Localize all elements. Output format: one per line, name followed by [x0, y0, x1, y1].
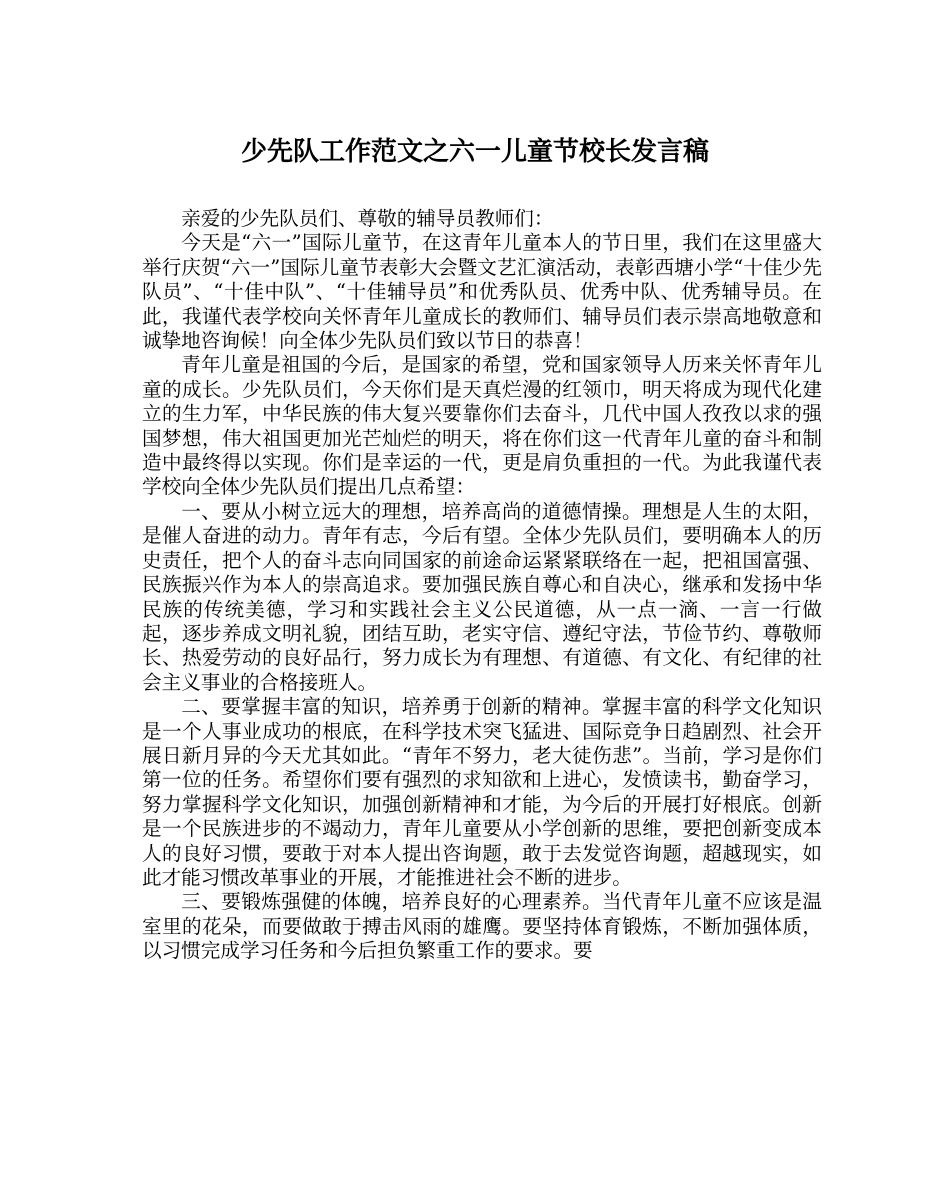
paragraph-point-one: 一、要从小树立远大的理想，培养高尚的道德情操。理想是人生的太阳，是催人奋进的动力。青年有志，今后有望。全体少先队员们，要明确本人的历史责任，把个人的奋斗志向同国家的前途命运紧紧联络在一起，把祖国富强、民族振兴作为本人的崇高追求。要加强民族自尊心和自决心，继承和发扬中华民族的传统美德，学习和实践社会主义公民道德，从一点一滴、一言一行做起，逐步养成文明礼貌，团结互助，老实守信、遵纪守法，节俭节约、尊敬师长、热爱劳动的良好品行，努力成长为有理想、有道德、有文化、有纪律的社会主义事业的合格接班人。	[142, 499, 822, 694]
paragraph-point-two: 二、要掌握丰富的知识，培养勇于创新的精神。掌握丰富的科学文化知识是一个人事业成功的根底，在科学技术突飞猛进、国际竞争日趋剧烈、社会开展日新月异的今天尤其如此。“青年不努力，老大徒伤悲”。当前，学习是你们第一位的任务。希望你们要有强烈的求知欲和上进心，发愤读书，勤奋学习，努力掌握科学文化知识，加强创新精神和才能，为今后的开展打好根底。创新是一个民族进步的不竭动力，青年儿童要从小学创新的思维，要把创新变成本人的良好习惯，要敢于对本人提出咨询题，敢于去发觉咨询题，超越现实，如此才能习惯改革事业的开展，才能推进社会不断的进步。	[142, 695, 822, 889]
document-title: 少先队工作范文之六一儿童节校长发言稿	[240, 137, 709, 167]
paragraph-salutation: 亲爱的少先队员们、尊敬的辅导员教师们：	[181, 207, 554, 230]
paragraph-opening: 今天是“六一”国际儿童节，在这青年儿童本人的节日里，我们在这里盛大举行庆贺“六一”国际儿童节表彰大会暨文艺汇演活动，表彰西塘小学“十佳少先队员”、“十佳中队”、“十佳辅导员”和优秀队员、优秀中队、优秀辅导员。在此，我谨代表学校向关怀青年儿童成长的教师们、辅导员们表示崇高地敬意和诚挚地咨询候！向全体少先队员们致以节日的恭喜！	[142, 231, 822, 353]
paragraph-point-three: 三、要锻炼强健的体魄，培养良好的心理素养。当代青年儿童不应该是温室里的花朵，而要做敢于搏击风雨的雄鹰。要坚持体育锻炼，不断加强体质，以习惯完成学习任务和今后担负繁重工作的要求。要	[142, 890, 822, 963]
document-body	[142, 207, 822, 964]
paragraph-hope-intro: 青年儿童是祖国的今后，是国家的希望，党和国家领导人历来关怀青年儿童的成长。少先队员们，今天你们是天真烂漫的红领巾，明天将成为现代化建立的生力军，中华民族的伟大复兴要靠你们去奋斗，几代中国人孜孜以求的强国梦想，伟大祖国更加光芒灿烂的明天，将在你们这一代青年儿童的奋斗和制造中最终得以实现。你们是幸运的一代，更是肩负重担的一代。为此我谨代表学校向全体少先队员们提出几点希望：	[142, 353, 822, 499]
